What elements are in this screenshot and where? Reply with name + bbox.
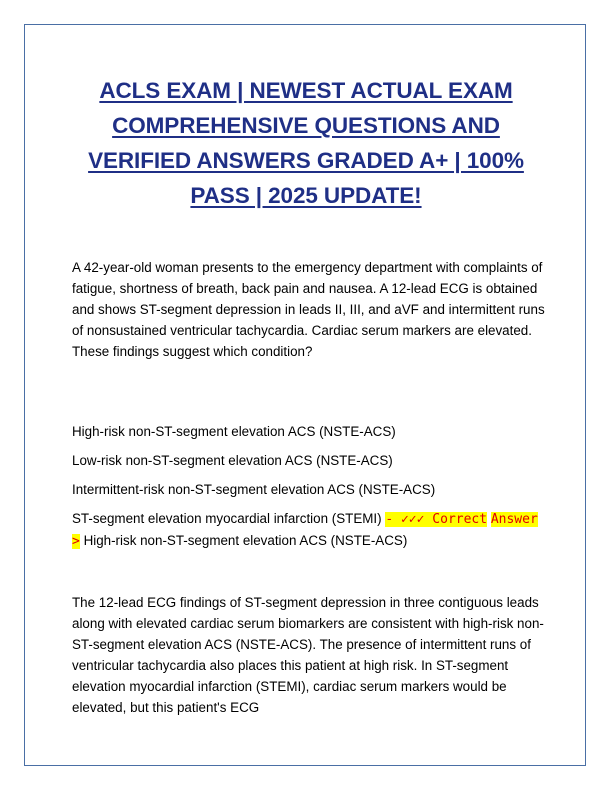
option-4-with-answer <box>72 508 546 552</box>
answer-options <box>72 421 546 560</box>
option-1: High-risk non-ST-segment elevation ACS (NSTE-ACS) <box>72 424 396 439</box>
option-4: ST-segment elevation myocardial infarction (STEMI) <box>72 511 382 526</box>
option-3: Intermittent-risk non-ST-segment elevation ACS (NSTE-ACS) <box>72 482 436 497</box>
correct-answer-marker-cont: Answer > <box>72 512 538 549</box>
correct-answer-text: High-risk non-ST-segment elevation ACS (NSTE-ACS) <box>83 533 408 548</box>
document-title: ACLS EXAM | NEWEST ACTUAL EXAM COMPREHENSIVE QUESTIONS AND VERIFIED ANSWERS GRADED A+ | 100% PASS | 2025 UPDATE! <box>88 78 524 208</box>
option-2: Low-risk non-ST-segment elevation ACS (NSTE-ACS) <box>72 453 393 468</box>
question-text: A 42-year-old woman presents to the emergency department with complaints of fatigue, shortness of breath, back pain and nausea. A 12-lead ECG is obtained and shows ST-segment depression in leads II, III, and aVF and intermittent runs of nonsustained ventricular tachycardia. Cardiac serum markers are elevated. These findings suggest which condition? <box>72 260 545 359</box>
correct-answer-marker: - ✓✓✓ Correct <box>385 512 488 527</box>
explanation-text: The 12-lead ECG findings of ST-segment depression in three contiguous leads along with elevated cardiac serum biomarkers are consistent with high-risk non-ST-segment elevation ACS (NSTE-ACS). The presence of intermittent runs of ventricular tachycardia also places this patient at high risk. In ST-segment elevation myocardial infarction (STEMI), cardiac serum markers would be elevated, but this patient's ECG <box>72 595 544 715</box>
